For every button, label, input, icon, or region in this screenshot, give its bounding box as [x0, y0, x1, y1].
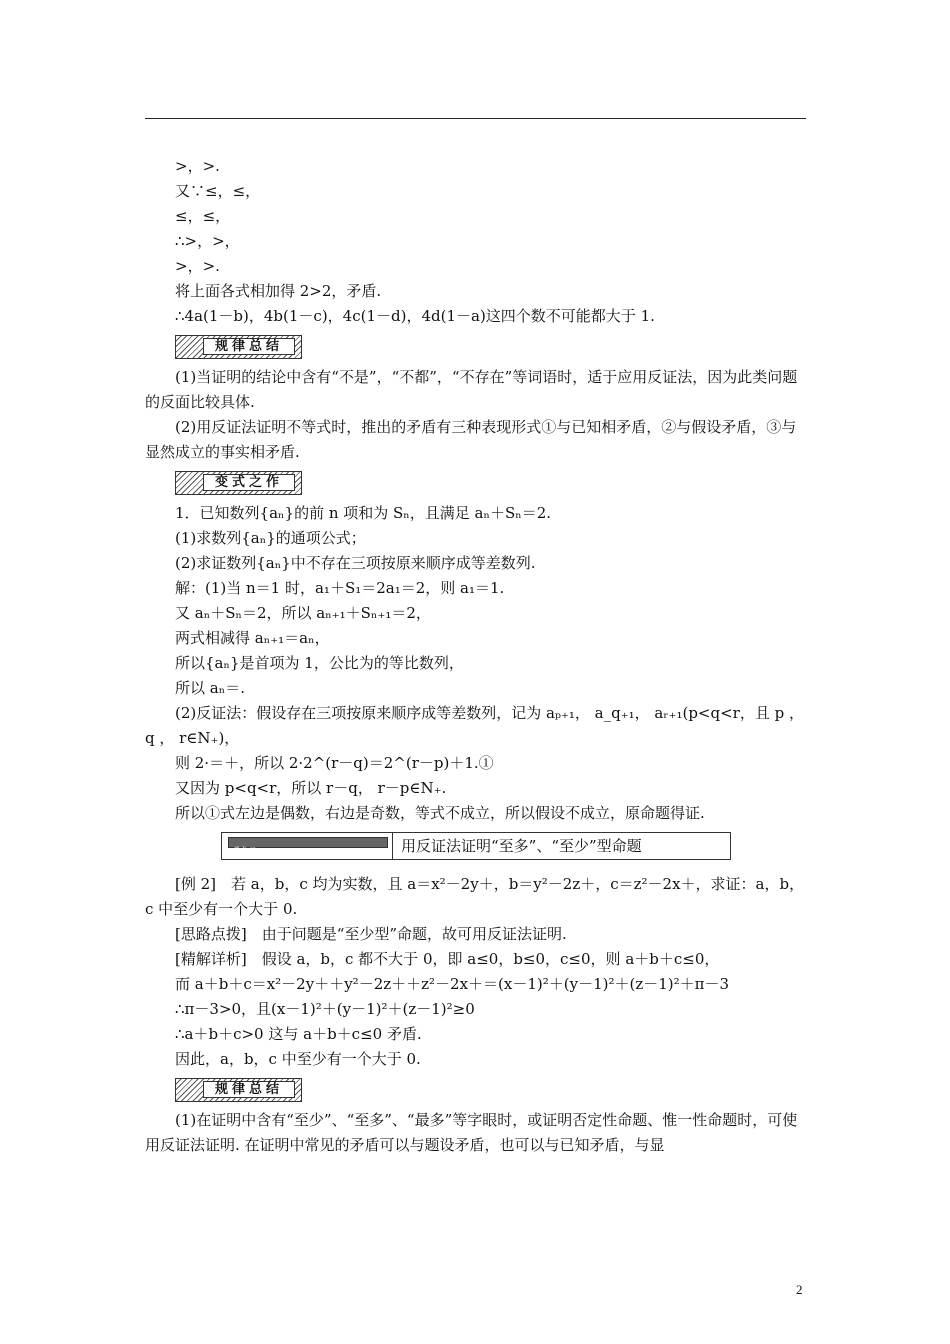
solution-paragraph: (2)反证法：假设存在三项按原来顺序成等差数列，记为 aₚ₊₁， a_q₊₁， aᵣ₊₁(p<q<r，且 p ， q ， r∈N₊)，: [145, 704, 804, 747]
solution-line: 所以 aₙ＝.: [175, 679, 245, 697]
page-content: [145, 154, 806, 1158]
rule-summary-banner-2: [175, 1078, 302, 1102]
text-line: 又∵≤，≤，: [175, 182, 261, 200]
summary-paragraph: (2)用反证法证明不等式时，推出的矛盾有三种表现形式①与已知相矛盾，②与假设矛盾，③与显然成立的事实相矛盾.: [145, 418, 797, 461]
example-solution-line: ∴a＋b＋c>0 这与 a＋b＋c≤0 矛盾.: [175, 1025, 422, 1043]
topic-title: 用反证法证明“至多”、“至少”型命题: [401, 837, 642, 855]
solution-line: 所以{aₙ}是首项为 1，公比为的等比数列，: [175, 654, 464, 672]
text-line: ∴4a(1－b)，4b(1－c)，4c(1－d)，4d(1－a)这四个数不可能都大于 1.: [175, 307, 655, 325]
example-solution-line: ∴π－3>0，且(x－1)²＋(y－1)²＋(z－1)²≥0: [175, 1000, 475, 1018]
banner-label: 变式之作: [203, 474, 295, 491]
solution-line: 所以①式左边是偶数，右边是奇数，等式不成立，所以假设不成立，原命题得证.: [175, 804, 705, 822]
banner-label: 规律总结: [203, 1081, 295, 1098]
text-line: 将上面各式相加得 2>2，矛盾.: [175, 282, 382, 300]
solution-line: 则 2·＝＋，所以 2·2^(r－q)＝2^(r－p)＋1.①: [175, 754, 494, 772]
page-number: 2: [796, 1282, 803, 1297]
question-line: 1．已知数列{aₙ}的前 n 项和为 Sₙ，且满足 aₙ＋Sₙ＝2.: [175, 504, 552, 522]
question-line: (2)求证数列{aₙ}中不存在三项按原来顺序成等差数列.: [175, 554, 536, 572]
topic-tag: [222, 833, 393, 859]
topic-tag-text: 考点 二: [233, 846, 257, 854]
solution-line: 又 aₙ＋Sₙ＝2，所以 aₙ₊₁＋Sₙ₊₁＝2，: [175, 604, 431, 622]
text-line: ∴>，>，: [175, 232, 240, 250]
banner-label: 规律总结: [203, 338, 295, 355]
question-line: (1)求数列{aₙ}的通项公式；: [175, 529, 366, 547]
example-solution-line: 而 a＋b＋c＝x²－2y＋＋y²－2z＋＋z²－2x＋＝(x－1)²＋(y－1)²＋(z－1)²＋π－3: [175, 975, 730, 993]
example-question: [例 2] 若 a，b，c 均为实数，且 a＝x²－2y＋，b＝y²－2z＋，c＝z²－2x＋，求证：a，b，c 中至少有一个大于 0.: [145, 875, 805, 918]
text-line: >，>.: [175, 157, 220, 175]
text-line: >，>.: [175, 257, 220, 275]
text-line: ≤，≤，: [175, 207, 231, 225]
example-hint: [思路点拨] 由于问题是“至少型”命题，故可用反证法证明.: [175, 925, 567, 943]
example-solution-line: [精解详析] 假设 a，b，c 都不大于 0，即 a≤0，b≤0，c≤0，则 a＋b＋c≤0，: [175, 950, 720, 968]
rule-summary-banner: [175, 335, 302, 359]
variant-banner: [175, 471, 302, 495]
solution-line: 又因为 p<q<r，所以 r－q， r－p∈N₊.: [175, 779, 447, 797]
solution-line: 两式相减得 aₙ₊₁＝aₙ，: [175, 629, 330, 647]
example-solution-line: 因此，a，b，c 中至少有一个大于 0.: [175, 1050, 421, 1068]
solution-line: 解：(1)当 n＝1 时，a₁＋S₁＝2a₁＝2，则 a₁＝1.: [175, 579, 505, 597]
summary-paragraph: (1)在证明中含有“至少”、“至多”、“最多”等字眼时，或证明否定性命题、惟一性命题时，可使用反证法证明. 在证明中常见的矛盾可以与题设矛盾，也可以与已知矛盾，与显: [145, 1111, 798, 1154]
header-rule: [145, 118, 806, 119]
topic-box: [221, 832, 731, 860]
summary-paragraph: (1)当证明的结论中含有“不是”，“不都”，“不存在”等词语时，适于应用反证法，因为此类问题的反面比较具体.: [145, 368, 798, 411]
